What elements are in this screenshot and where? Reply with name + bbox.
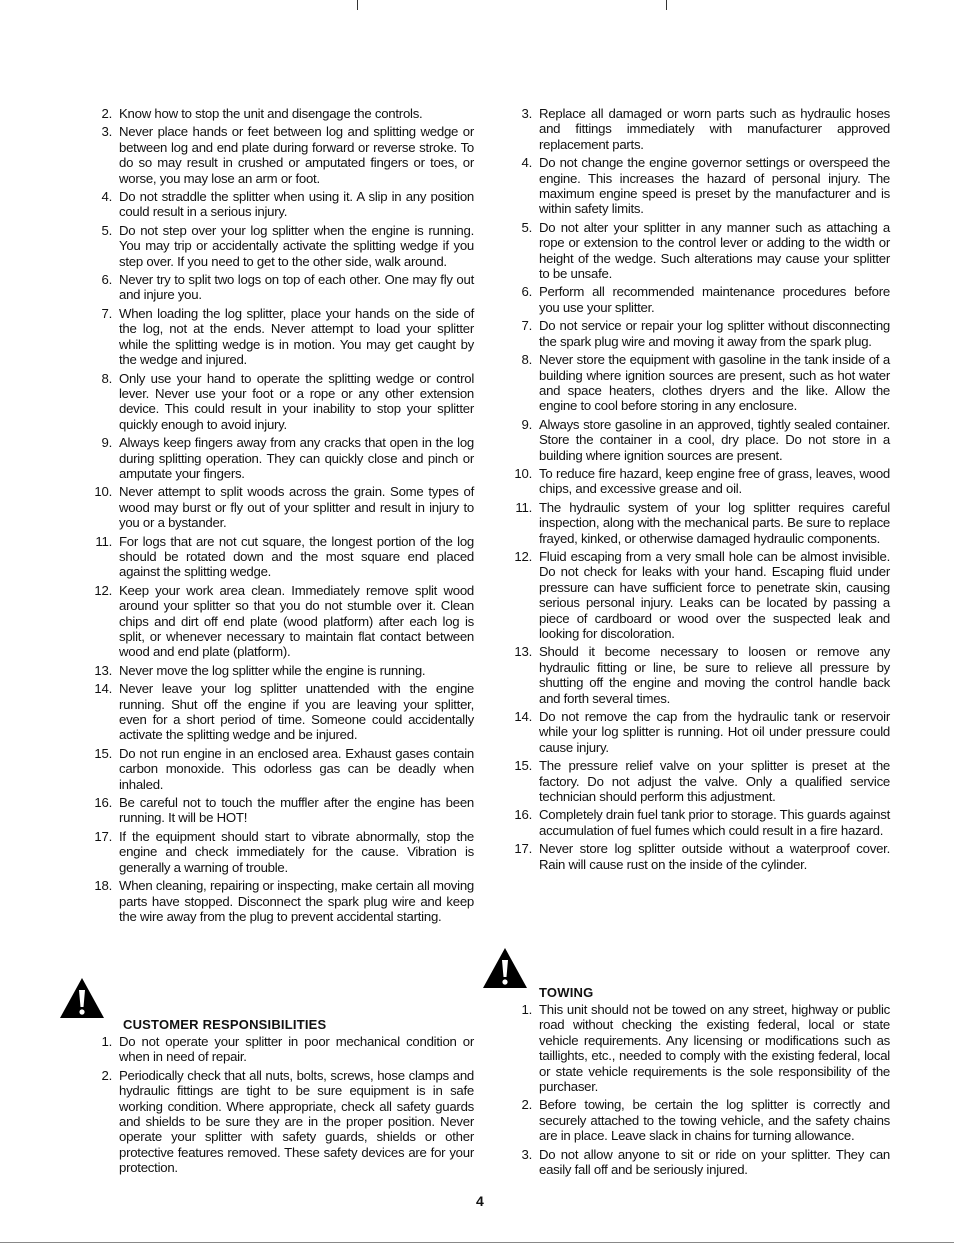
item-text: Only use your hand to operate the splitting wedge or control lever. Never use your foot or a rope or any other extension device. This could result in your inability to stop your splitter quickly enough to avoid injury. [119, 370, 474, 432]
item-text: This unit should not be towed on any street, highway or public road without checking the existing federal, local or state vehicle requirements. Any licensing or modifications such as taillights, etc., needed to comply with the existing federal, local or state vehicle requirements is the sole responsibility of the purchaser. [539, 1002, 890, 1095]
item-text: Completely drain fuel tank prior to storage. This guards against accumulation of fuel fumes which could result in a fire hazard. [539, 807, 891, 838]
item-number: 3. [521, 1146, 532, 1162]
item-number: 13. [94, 662, 112, 678]
item-text: Keep your work area clean. Immediately remove split wood around your splitter so that you do not stumble over it. Clean chips and dirt off end plate (wood platform) after each log is split, or whenever necessary to maintain flat contact between wood and end plate (platform). [119, 582, 474, 660]
item-number: 3. [521, 106, 532, 121]
item-text: Do not service or repair your log splitter without disconnecting the spark plug wire and moving it away from the spark plug. [539, 318, 890, 349]
item-number: 6. [521, 284, 532, 300]
list-item [88, 534, 474, 580]
item-text: Never attempt to split woods across the grain. Some types of wood may burst or fly out of your splitter and result in injury to you or a bystander. [119, 484, 474, 531]
customer-list [88, 1034, 474, 1176]
item-text: When cleaning, repairing or inspecting, make certain all moving parts have stopped. Disconnect the spark plug wire and keep the wire away from the plug to prevent accidental starting. [119, 878, 474, 924]
list-item [88, 746, 474, 792]
item-number: 6. [101, 272, 112, 288]
item-text: Be careful not to touch the muffler after the engine has been running. It will be HOT! [119, 795, 474, 826]
item-number: 8. [101, 370, 112, 386]
list-item [508, 1147, 890, 1178]
item-number: 1. [521, 1002, 532, 1017]
list-item [88, 189, 474, 220]
item-text: Periodically check that all nuts, bolts, screws, hose clamps and hydraulic fittings are tight to be sure equipment is in safe working condition. Where appropriate, check all safety guards and shields to be sure they are in the proper position. Never operate your splitter with safety guards, shields or other protective features removed. These safety devices are for your protection. [119, 1067, 474, 1176]
item-number: 12. [94, 582, 112, 598]
item-text: The pressure relief valve on your splitter is preset at the factory. Do not adjust the valve. Only a qualified service technician should perform this adjustment. [539, 758, 890, 805]
list-item [88, 306, 474, 368]
item-number: 5. [101, 222, 112, 238]
list-item [88, 878, 474, 924]
item-number: 5. [521, 219, 532, 235]
item-text: Do not allow anyone to sit or ride on your splitter. They can easily fall off and be seriously injured. [539, 1146, 890, 1178]
list-item [508, 841, 890, 872]
scan-mark [357, 0, 358, 10]
list-item [508, 758, 890, 804]
item-number: 8. [521, 352, 532, 368]
list-item [88, 1034, 474, 1065]
list-item [508, 352, 890, 414]
section-title: CUSTOMER RESPONSIBILITIES [123, 1017, 327, 1032]
list-item [88, 484, 474, 530]
list-item [88, 106, 474, 121]
customer-responsibilities-section [88, 1017, 474, 1179]
list-item [508, 500, 890, 546]
item-number: 15. [94, 745, 112, 761]
item-text: Always keep fingers away from any cracks that open in the log during splitting operation. They can quickly close and pinch or amputate your fingers. [119, 435, 474, 481]
item-text: Never move the log splitter while the engine is running. [119, 662, 426, 678]
item-number: 4. [101, 189, 112, 205]
item-text: Do not straddle the splitter when using it. A slip in any position could result in a serious injury. [119, 189, 474, 220]
list-item [508, 417, 890, 463]
item-text: Perform all recommended maintenance procedures before you use your splitter. [539, 284, 890, 315]
item-number: 17. [94, 828, 112, 844]
list-item [88, 583, 474, 660]
item-text: Do not change the engine governor settings or overspeed the engine. This increases the hazard of personal injury. The maximum engine speed is preset by the manufacturer and is within safety limits. [539, 155, 890, 217]
section-title: TOWING [539, 985, 594, 1000]
item-text: Replace all damaged or worn parts such as hydraulic hoses and fittings immediately with manufacturer approved replacement parts. [539, 106, 890, 152]
list-item [88, 223, 474, 269]
scan-mark [666, 0, 667, 10]
item-text: Do not remove the cap from the hydraulic tank or reservoir while your log splitter is running. Hot oil under pressure could cause injury. [539, 709, 890, 755]
item-number: 12. [514, 548, 532, 564]
item-text: Never place hands or feet between log and splitting wedge or between log and end plate during forward or reverse stroke. To do so may result in crushed or amputated fingers or toes, or worse, you may lose an arm or foot. [119, 124, 474, 186]
list-item [88, 1068, 474, 1176]
item-number: 7. [521, 318, 532, 334]
left-column [88, 106, 474, 927]
item-text: To reduce fire hazard, keep engine free of grass, leaves, wood chips, and excessive grease and oil. [539, 465, 890, 497]
item-number: 2. [101, 1067, 112, 1083]
item-number: 7. [101, 305, 112, 321]
item-text: Know how to stop the unit and disengage the controls. [119, 106, 423, 121]
list-item [88, 829, 474, 875]
item-text: Never try to split two logs on top of each other. One may fly out and injure you. [119, 272, 474, 303]
list-item [508, 644, 890, 706]
item-text: Never leave your log splitter unattended with the engine running. Shut off the engine if you are leaving your splitter, even for a short period of time. Someone could accidentally activate the splitting wedge and be injured. [119, 681, 474, 743]
list-item [88, 371, 474, 433]
item-text: Should it become necessary to loosen or remove any hydraulic fitting or line, be sure to relieve all pressure by shutting off the engine and moving the control handle back and forth several times. [539, 644, 890, 706]
item-text: Fluid escaping from a very small hole can be almost invisible. Do not check for leaks with your hand. Escaping fluid under pressure can have sufficient force to penetrate skin, causing serious personal injury. Leaks can be located by passing a piece of cardboard or wood over the suspected leak and looking for discoloration. [539, 548, 890, 641]
page-number: 4 [476, 1193, 484, 1209]
item-number: 13. [514, 644, 532, 660]
item-number: 3. [101, 124, 112, 140]
towing-section [508, 985, 890, 1180]
item-number: 14. [94, 681, 112, 697]
item-number: 2. [521, 1097, 532, 1113]
list-item [88, 272, 474, 303]
right-column [508, 106, 890, 875]
list-item [88, 795, 474, 826]
item-text: Always store gasoline in an approved, tightly sealed container. Store the container in a cool, dry place. Do not store in a building where ignition sources are present. [539, 416, 890, 463]
item-text: The hydraulic system of your log splitter requires careful inspection, along with the mechanical parts. Be sure to replace frayed, kinked, or otherwise damaged hydraulic components. [539, 499, 890, 546]
item-number: 2. [101, 106, 112, 121]
item-text: If the equipment should start to vibrate abnormally, stop the engine and check immediately for the cause. Vibration is generally a warning of trouble. [119, 828, 474, 875]
towing-list [508, 1002, 890, 1177]
list-item [88, 435, 474, 481]
safety-list-right [508, 106, 890, 872]
list-item [508, 106, 890, 152]
list-item [508, 709, 890, 755]
list-item [88, 124, 474, 186]
list-item [508, 155, 890, 217]
item-number: 9. [521, 416, 532, 432]
item-text: Do not run engine in an enclosed area. Exhaust gases contain carbon monoxide. This odorless gas can be deadly when inhaled. [119, 745, 474, 792]
list-item [88, 681, 474, 743]
list-item [508, 318, 890, 349]
item-text: Do not step over your log splitter when the engine is running. You may trip or accidentally activate the splitting wedge if you step over. If you need to get to the other side, walk around. [119, 222, 474, 269]
list-item [508, 549, 890, 641]
list-item [508, 807, 890, 838]
item-number: 10. [94, 484, 112, 500]
item-text: When loading the log splitter, place your hands on the side of the log, not at the ends. Never attempt to load your splitter while the splitting wedge is in motion. You may get caught by the wedge and injured. [119, 305, 474, 368]
item-number: 16. [94, 795, 112, 811]
item-number: 15. [514, 758, 532, 774]
item-number: 11. [95, 533, 112, 549]
warning-triangle-icon [58, 976, 106, 1020]
list-item [88, 663, 474, 678]
list-item [508, 220, 890, 282]
safety-list-left [88, 106, 474, 924]
list-item [508, 1097, 890, 1143]
item-number: 17. [514, 841, 532, 857]
item-text: Never store the equipment with gasoline in the tank inside of a building where ignition sources are present, such as hot water and space heaters, clothes dryers and the like. Allow the engine to cool before storing in any enclosure. [539, 352, 890, 414]
item-number: 14. [514, 709, 532, 725]
bottom-rule [0, 1242, 954, 1243]
list-item [508, 466, 890, 497]
item-number: 9. [101, 435, 112, 451]
list-item [508, 284, 890, 315]
item-number: 4. [521, 155, 532, 171]
list-item [508, 1002, 890, 1094]
item-number: 16. [514, 807, 532, 823]
item-text: Before towing, be certain the log splitter is correctly and securely attached to the towing vehicle, and the safety chains are in place. Leave slack in chains for turning allowance. [539, 1097, 890, 1144]
item-number: 11. [515, 499, 532, 515]
item-text: Do not alter your splitter in any manner such as attaching a rope or extension to the control lever or adding to the width or height of the wedge. Such alterations may cause your splitter to be unsafe. [539, 219, 890, 282]
item-text: Do not operate your splitter in poor mechanical condition or when in need of repair. [119, 1034, 474, 1065]
item-number: 10. [514, 465, 532, 481]
item-number: 18. [94, 878, 112, 894]
warning-triangle-icon [481, 946, 529, 990]
item-text: Never store log splitter outside without a waterproof cover. Rain will cause rust on the inside of the cylinder. [539, 841, 890, 872]
item-text: For logs that are not cut square, the longest portion of the log should be rotated down and the most square end placed against the splitting wedge. [119, 533, 474, 580]
item-number: 1. [101, 1034, 112, 1049]
